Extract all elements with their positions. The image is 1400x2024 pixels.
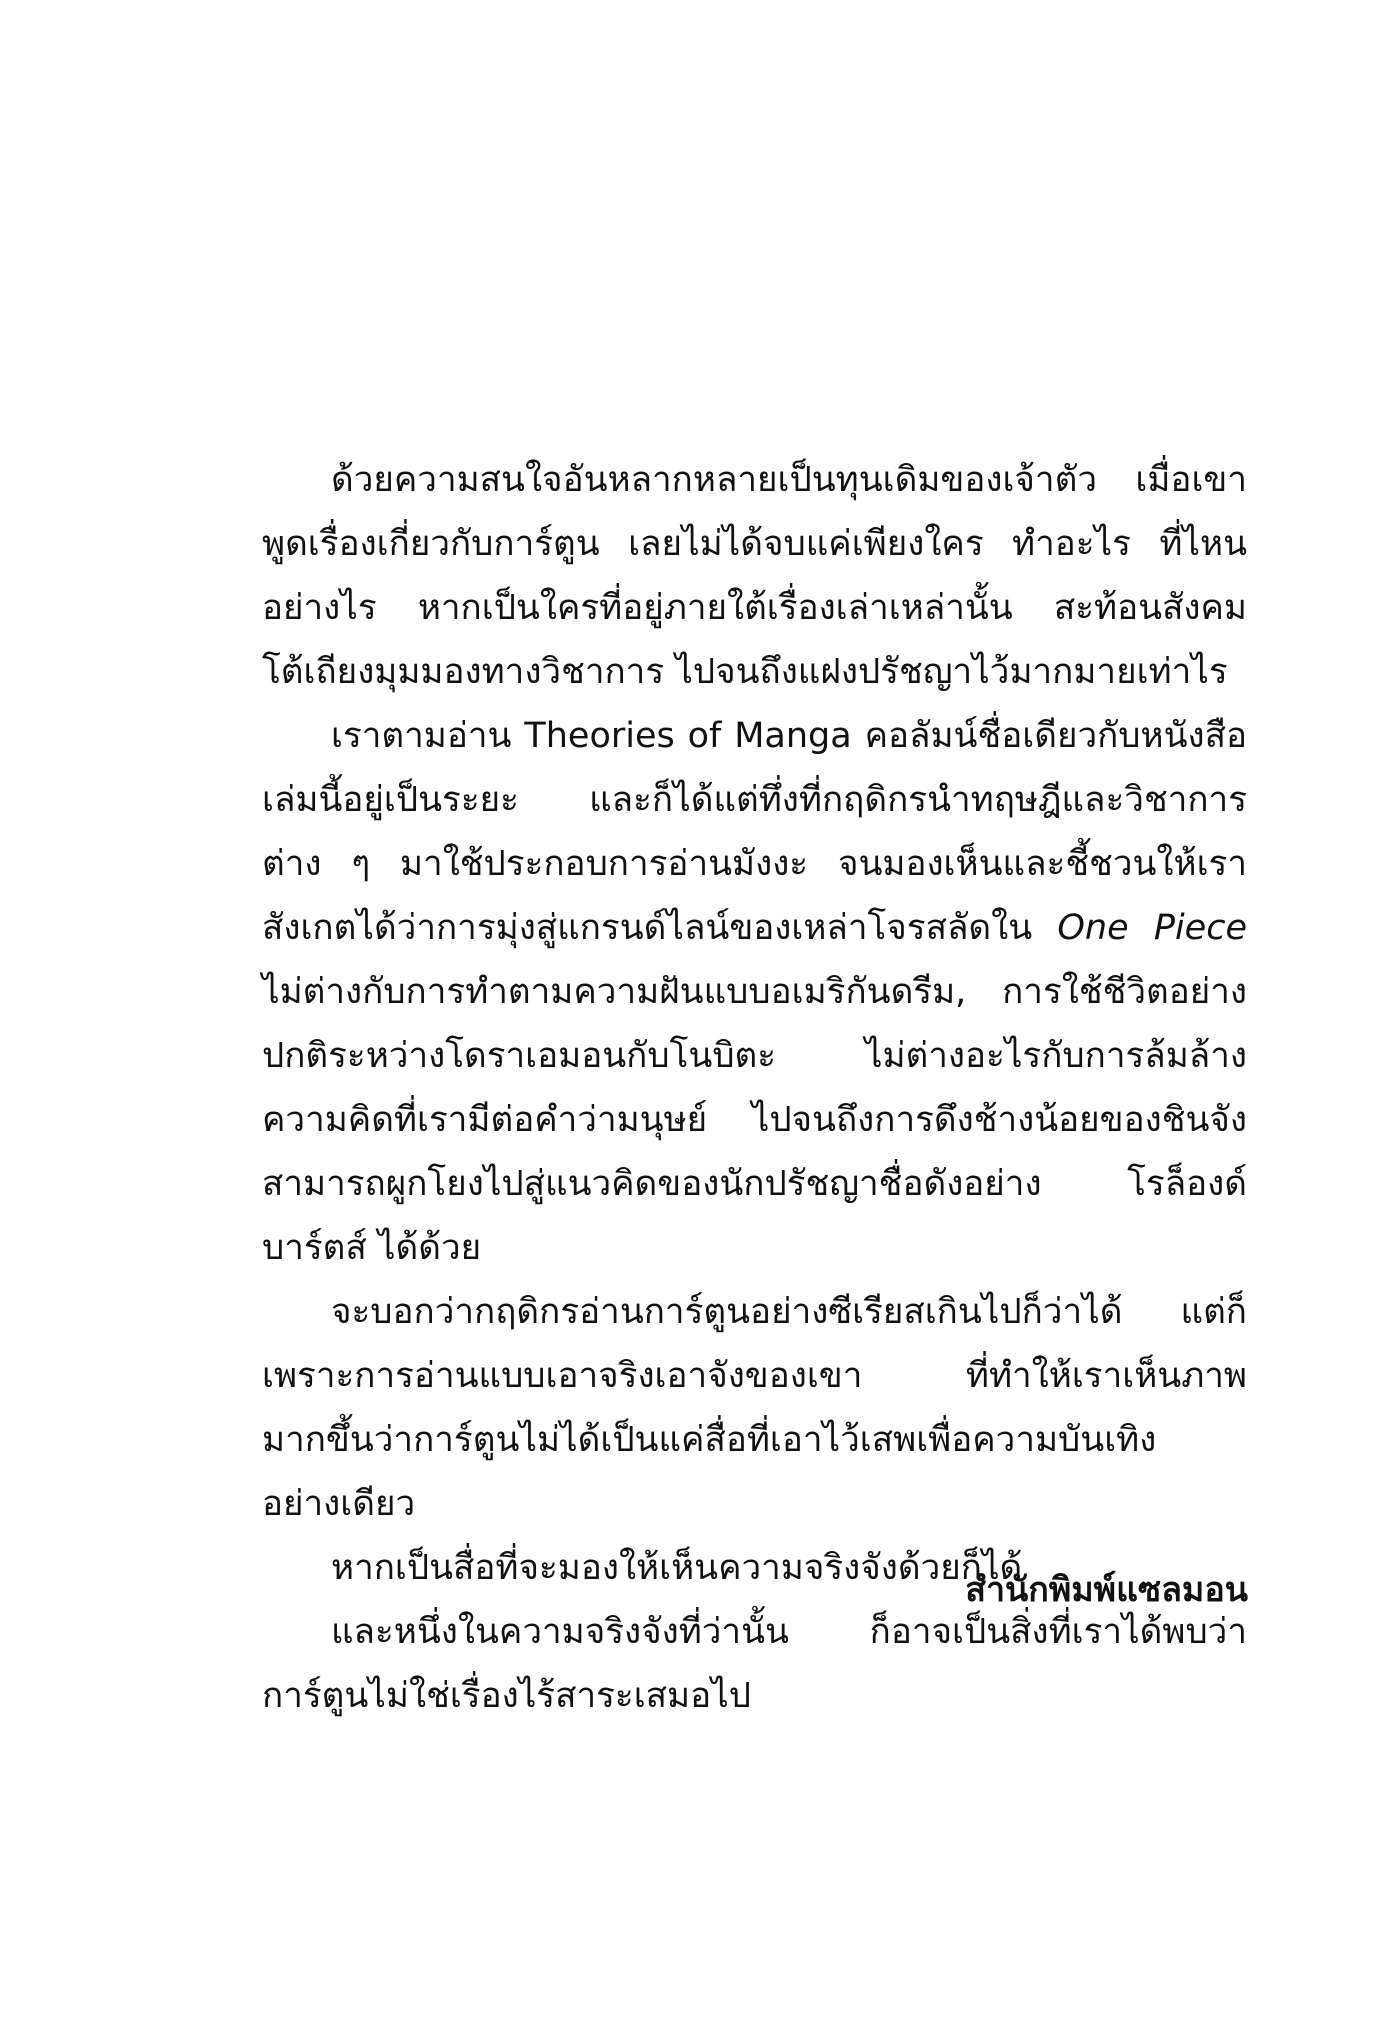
text-line: เพราะการอ่านแบบเอาจริงเอาจังของเขา ที่ทำให้เราเห็นภาพ <box>262 1356 1247 1396</box>
publisher-signature: สำนักพิมพ์แซลมอน <box>965 1570 1248 1610</box>
text-line: อย่างเดียว <box>262 1484 416 1524</box>
text-line-with-title <box>262 896 1247 960</box>
text-line: การ์ตูนไม่ใช่เรื่องไร้สาระเสมอไป <box>262 1676 751 1716</box>
italic-title: One Piece <box>1057 908 1247 948</box>
paragraph-2 <box>262 704 1247 1280</box>
text-line: โต้เถียงมุมมองทางวิชาการ ไปจนถึงแฝงปรัชญาไว้มากมายเท่าไร <box>262 652 1228 692</box>
text-line: มากขึ้นว่าการ์ตูนไม่ได้เป็นแค่สื่อที่เอาไว้เสพเพื่อความบันเทิง <box>262 1420 1157 1460</box>
text-line: พูดเรื่องเกี่ยวกับการ์ตูน เลยไม่ได้จบแค่เพียงใคร ทำอะไร ที่ไหน <box>262 524 1247 564</box>
preface-text <box>262 448 1247 1728</box>
text-line: ต่าง ๆ มาใช้ประกอบการอ่านมังงะ จนมองเห็นและชี้ชวนให้เรา <box>262 844 1247 884</box>
paragraph-3 <box>262 1280 1247 1536</box>
text-line: หากเป็นสื่อที่จะมองให้เห็นความจริงจังด้วยก็ได้ <box>331 1548 1023 1588</box>
text-line: อย่างไร หากเป็นใครที่อยู่ภายใต้เรื่องเล่าเหล่านั้น สะท้อนสังคม <box>262 588 1247 628</box>
text-line: บาร์ตส์ ได้ด้วย <box>262 1228 482 1268</box>
text-line: ความคิดที่เรามีต่อคำว่ามนุษย์ ไปจนถึงการดึงช้างน้อยของชินจัง <box>262 1100 1247 1140</box>
text-line: เล่มนี้อยู่เป็นระยะ และก็ได้แต่ทึ่งที่กฤดิกรนำทฤษฎีและวิชาการ <box>262 780 1247 820</box>
text-line: และหนึ่งในความจริงจังที่ว่านั้น ก็อาจเป็นสิ่งที่เราได้พบว่า <box>331 1612 1247 1652</box>
text-line: ไม่ต่างกับการทำตามความฝันแบบอเมริกันดรีม, การใช้ชีวิตอย่าง <box>262 972 1247 1012</box>
text-line: ด้วยความสนใจอันหลากหลายเป็นทุนเดิมของเจ้าตัว เมื่อเขา <box>331 460 1247 500</box>
text-line: เราตามอ่าน Theories of Manga คอลัมน์ชื่อเดียวกับหนังสือ <box>331 716 1247 756</box>
text-line: จะบอกว่ากฤดิกรอ่านการ์ตูนอย่างซีเรียสเกินไปก็ว่าได้ แต่ก็ <box>331 1292 1247 1332</box>
text-line: ปกติระหว่างโดราเอมอนกับโนบิตะ ไม่ต่างอะไรกับการล้มล้าง <box>262 1036 1247 1076</box>
text-line: สามารถผูกโยงไปสู่แนวคิดของนักปรัชญาชื่อดังอย่าง โรล็องด์ <box>262 1164 1247 1204</box>
text-line-part: สังเกตได้ว่าการมุ่งสู่แกรนด์ไลน์ของเหล่าโจรสลัดใน <box>262 908 1033 948</box>
paragraph-1 <box>262 448 1247 704</box>
